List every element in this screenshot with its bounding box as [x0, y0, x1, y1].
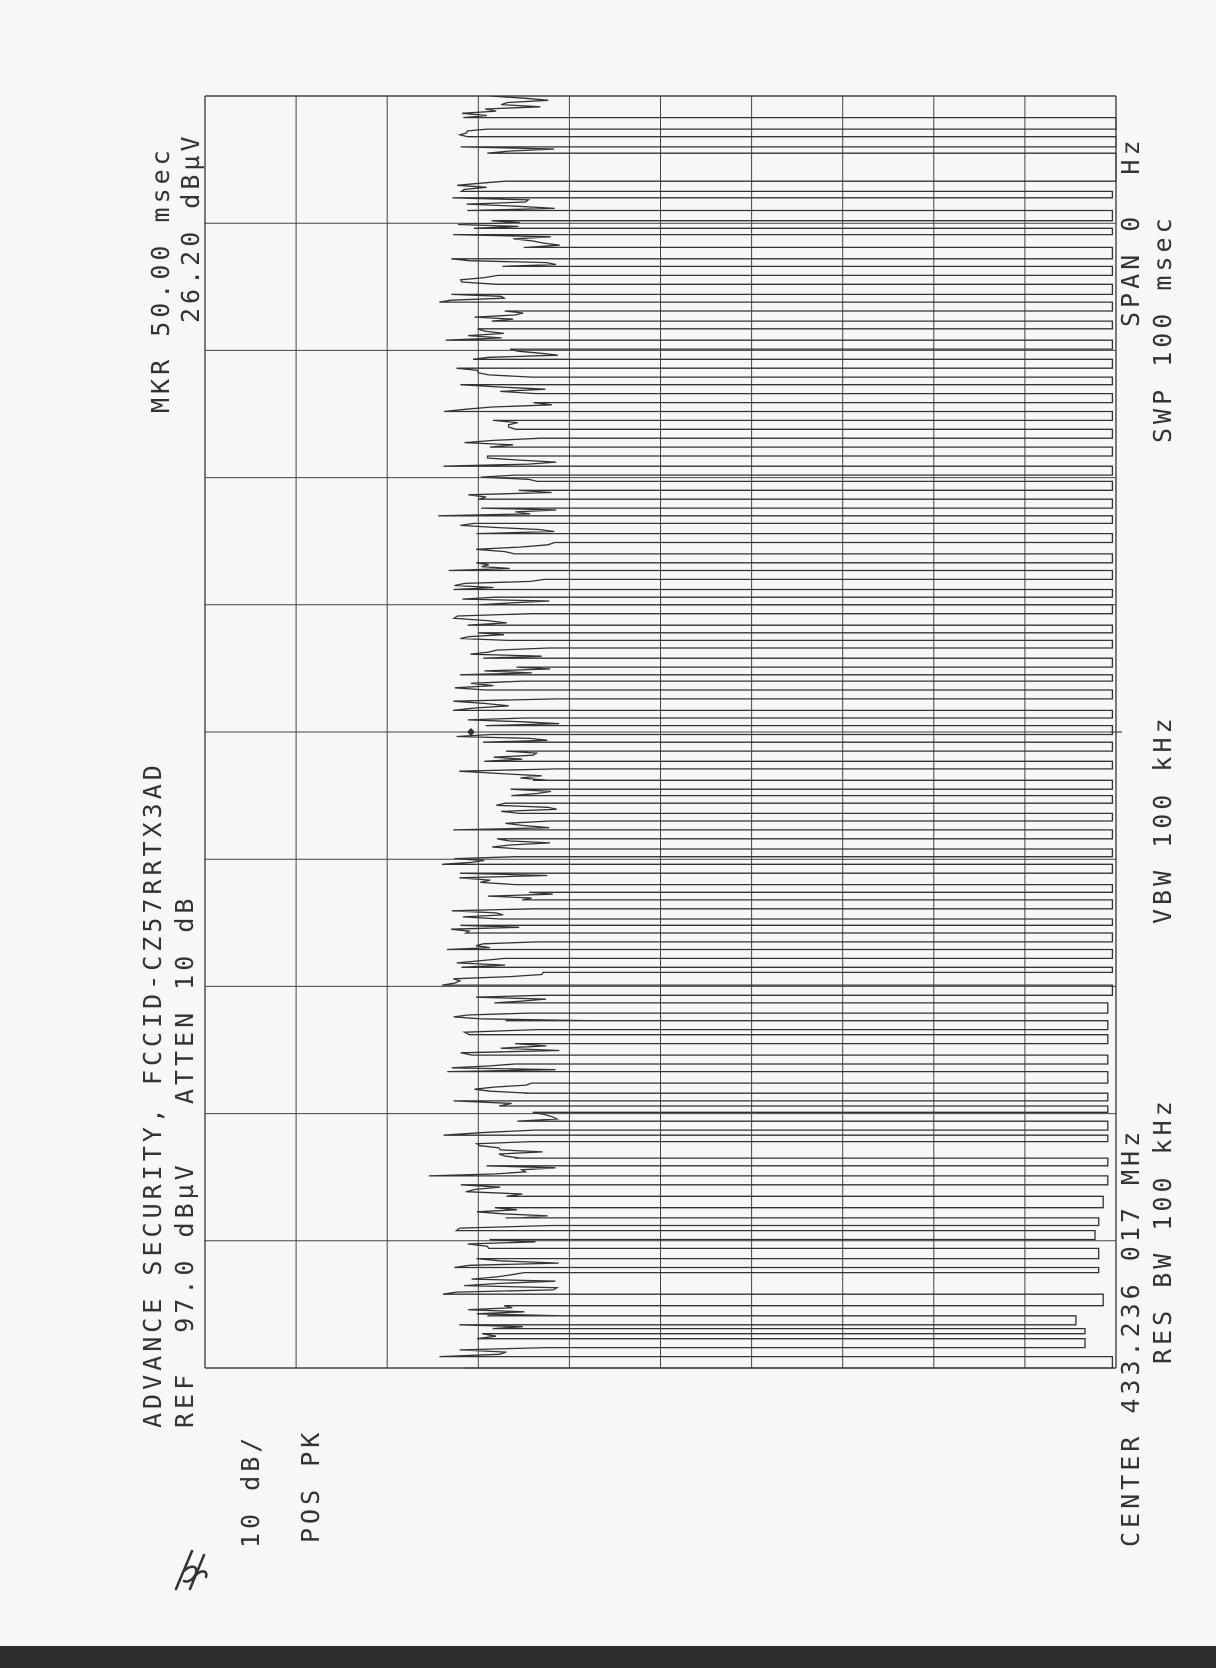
scale-readout: 10 dB/: [236, 1433, 265, 1548]
marker-level-readout: 26.20 dBµV: [176, 132, 205, 323]
scan-edge-bar: [0, 1646, 1216, 1668]
marker-point: [467, 728, 475, 736]
sweep-readout: SWP 100 msec: [1148, 214, 1177, 443]
center-frequency-readout: CENTER 433.236 017 MHz: [1116, 1127, 1145, 1547]
span-readout: SPAN 0 Hz: [1116, 136, 1145, 327]
marker-time-readout: MKR 50.00 msec: [146, 146, 175, 413]
vbw-readout: VBW 100 kHz: [1148, 714, 1177, 924]
detector-readout: POS PK: [296, 1428, 325, 1543]
res-bw-readout: RES BW 100 kHz: [1148, 1097, 1177, 1364]
ref-atten-readout: REF 97.0 dBµV ATTEN 10 dB: [170, 894, 199, 1428]
chart-title: ADVANCE SECURITY, FCCID-CZ57RRTX3AD: [138, 761, 167, 1428]
hp-logo-icon: [170, 1545, 210, 1593]
graticule: [205, 96, 1122, 1368]
